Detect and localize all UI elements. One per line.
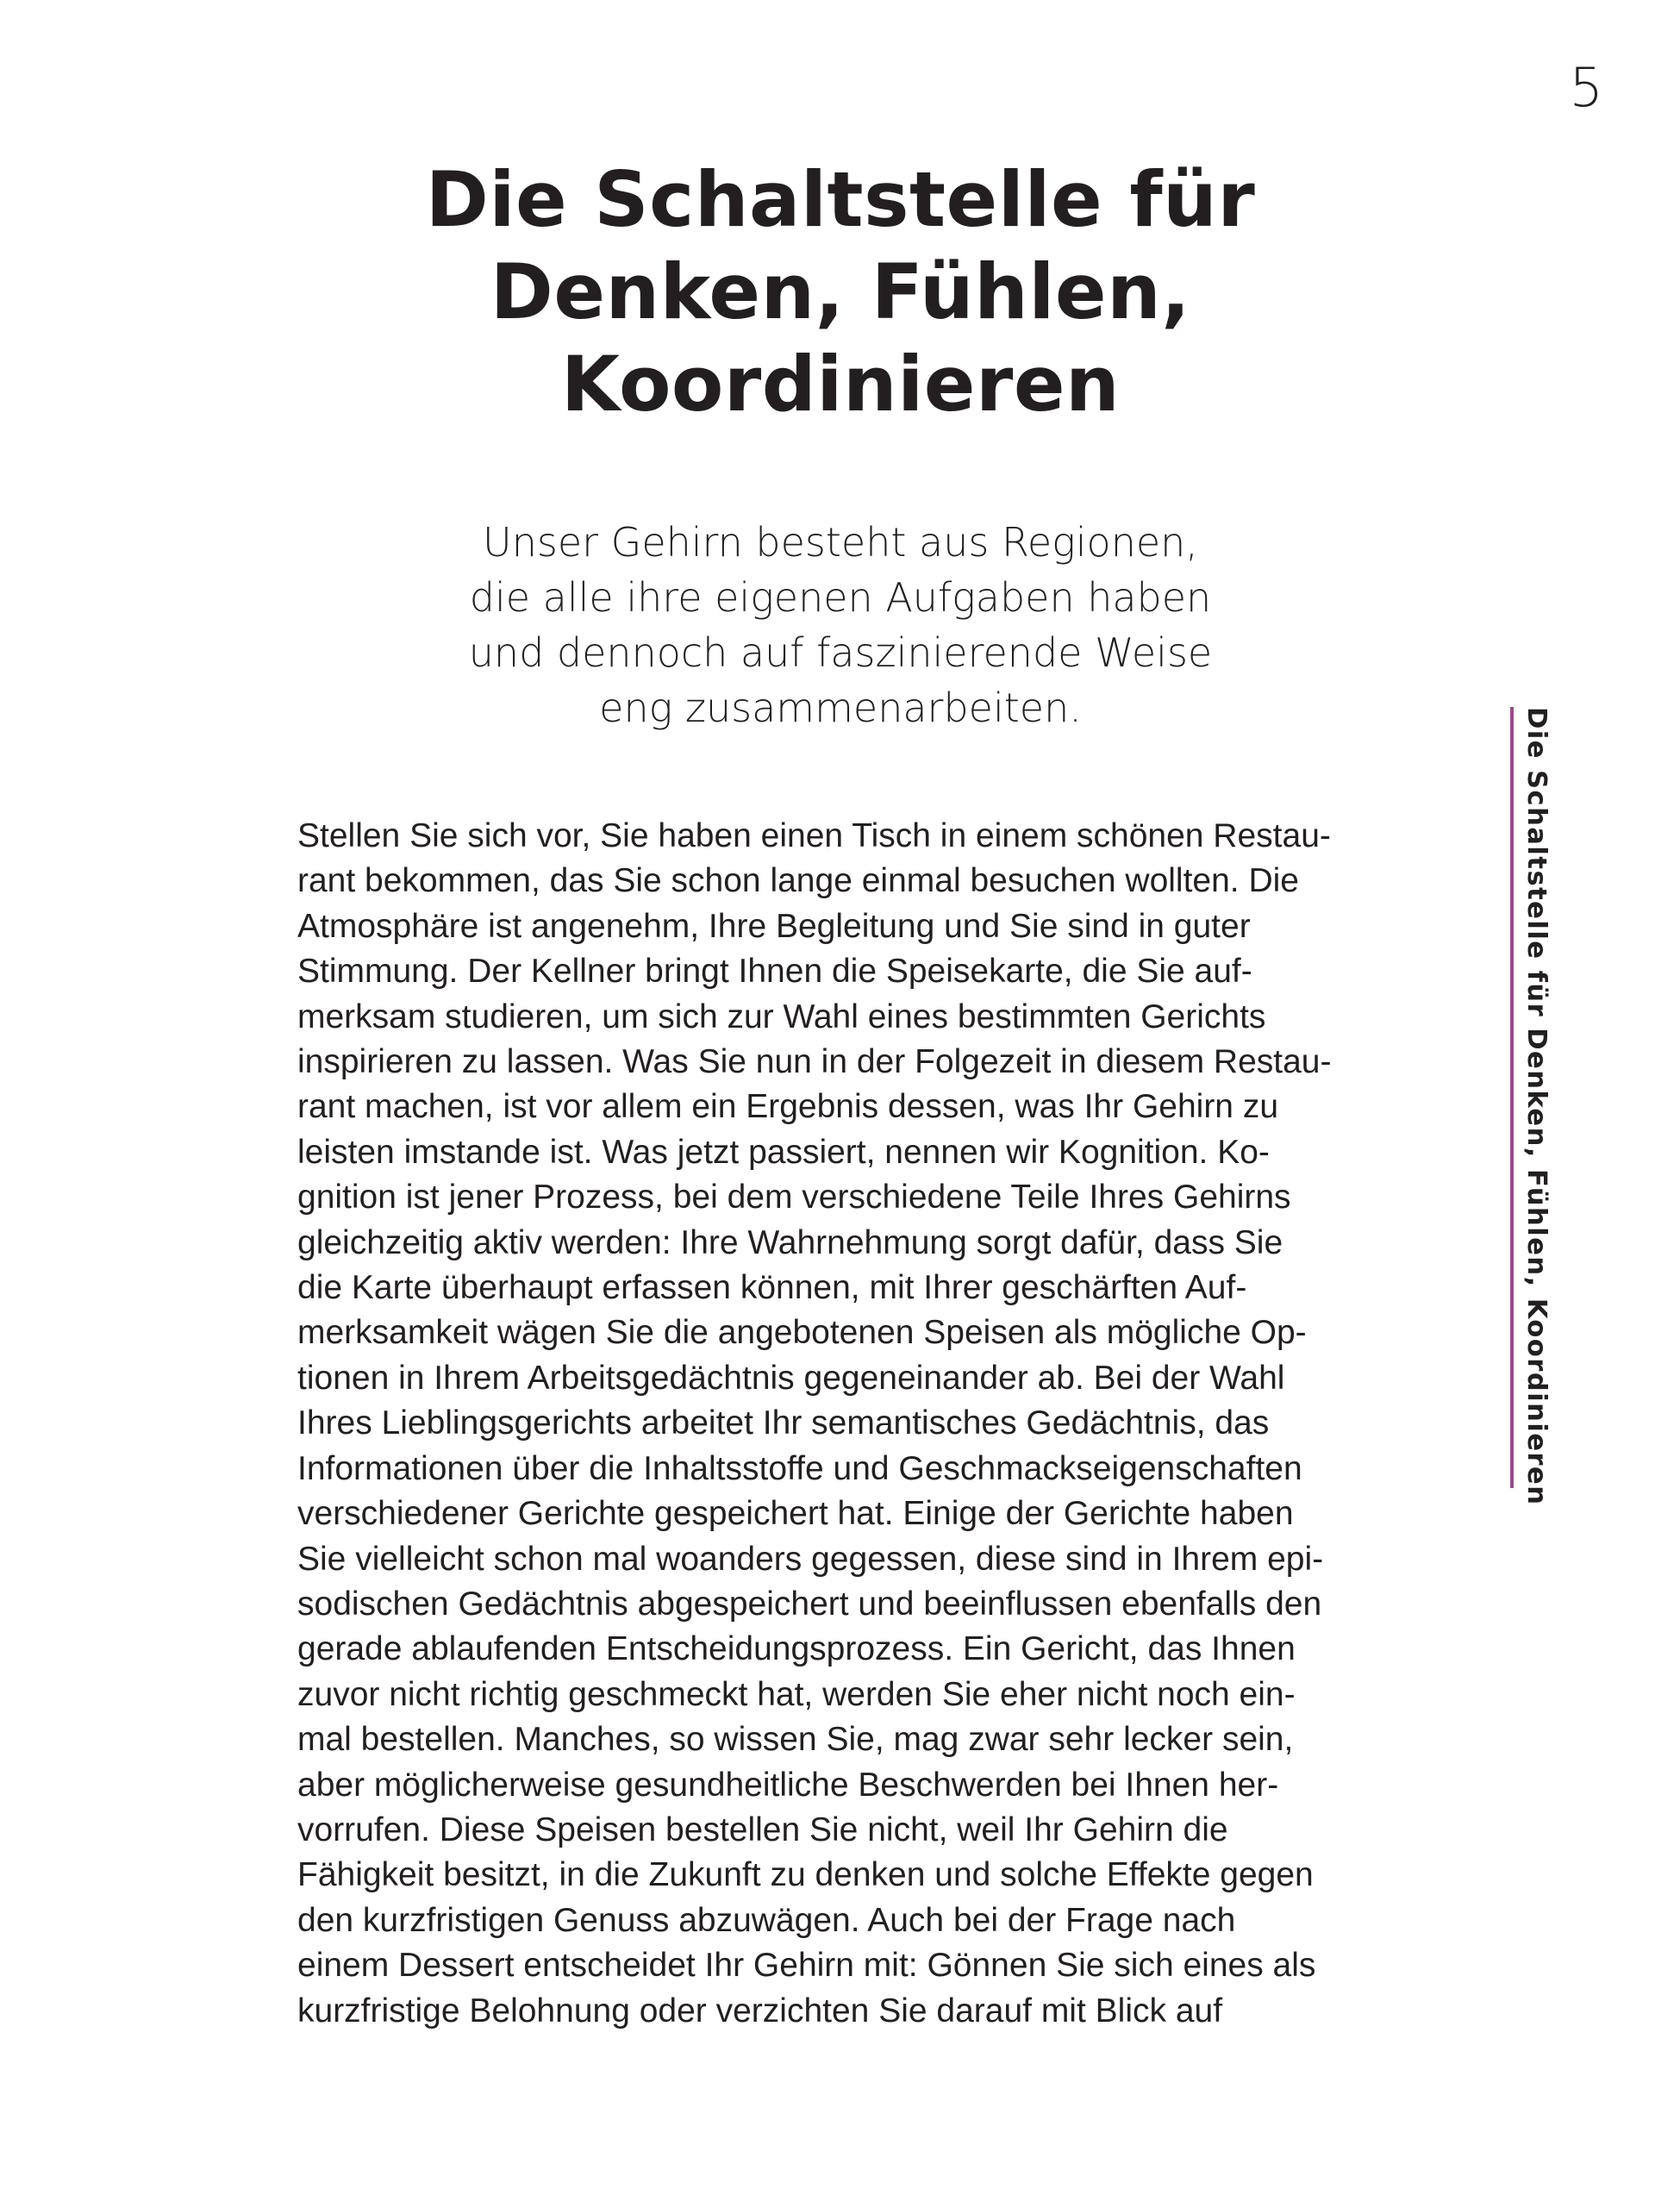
- body-line: sodischen Gedächtnis abgespeichert und beeinflussen ebenfalls den: [297, 1585, 1322, 1623]
- chapter-lead-line: eng zusammenarbeiten.: [599, 685, 1082, 731]
- body-line: inspirieren zu lassen. Was Sie nun in der Folgezeit in diesem Restau-: [297, 1043, 1332, 1081]
- body-line: rant bekommen, das Sie schon lange einmal besuchen wollten. Die: [297, 862, 1300, 900]
- body-line: leisten imstande ist. Was jetzt passiert, nennen wir Kognition. Ko-: [297, 1133, 1270, 1171]
- body-line: Informationen über die Inhaltsstoffe und Geschmackseigenschaften: [297, 1449, 1302, 1487]
- chapter-side-tab: [1510, 707, 1562, 1506]
- chapter-title-line: Die Schaltstelle für: [425, 155, 1256, 244]
- chapter-title: [259, 153, 1422, 430]
- chapter-title-line: Denken, Fühlen,: [490, 247, 1191, 336]
- body-line: aber möglicherweise gesundheitliche Beschwerden bei Ihnen her-: [297, 1766, 1279, 1804]
- body-line: den kurzfristigen Genuss abzuwägen. Auch bei der Frage nach: [297, 1901, 1236, 1939]
- chapter-lead-line: und dennoch auf faszinierende Weise: [468, 629, 1213, 676]
- body-line: gleichzeitig aktiv werden: Ihre Wahrnehmung sorgt dafür, dass Sie: [297, 1223, 1283, 1261]
- body-line: vorrufen. Diese Speisen bestellen Sie nicht, weil Ihr Gehirn die: [297, 1811, 1228, 1848]
- page-number: 5: [1569, 56, 1603, 119]
- chapter-lead-line: die alle ihre eigenen Aufgaben haben: [469, 574, 1212, 621]
- body-line: rant machen, ist vor allem ein Ergebnis dessen, was Ihr Gehirn zu: [297, 1088, 1279, 1126]
- body-line: kurzfristige Belohnung oder verzichten Sie darauf mit Blick auf: [297, 1992, 1223, 2030]
- body-line: Stellen Sie sich vor, Sie haben einen Tisch in einem schönen Restau-: [297, 817, 1331, 854]
- body-paragraph: [297, 814, 1401, 2034]
- body-line: Atmosphäre ist angenehm, Ihre Begleitung und Sie sind in guter: [297, 907, 1251, 945]
- body-line: verschiedener Gerichte gespeichert hat. Einige der Gerichte haben: [297, 1495, 1294, 1533]
- body-line: einem Dessert entscheidet Ihr Gehirn mit: Gönnen Sie sich eines als: [297, 1947, 1316, 1985]
- body-line: merksamkeit wägen Sie die angebotenen Speisen als mögliche Op-: [297, 1314, 1307, 1352]
- body-line: zuvor nicht richtig geschmeckt hat, werden Sie eher nicht noch ein-: [297, 1675, 1296, 1713]
- body-line: tionen in Ihrem Arbeitsgedächtnis gegeneinander ab. Bei der Wahl: [297, 1359, 1285, 1397]
- chapter-lead: [345, 515, 1336, 735]
- body-line: mal bestellen. Manches, so wissen Sie, mag zwar sehr lecker sein,: [297, 1721, 1294, 1759]
- body-line: die Karte überhaupt erfassen können, mit Ihrer geschärften Auf-: [297, 1269, 1247, 1307]
- body-line: Stimmung. Der Kellner bringt Ihnen die Speisekarte, die Sie auf-: [297, 953, 1252, 991]
- body-line: Sie vielleicht schon mal woanders gegessen, diese sind in Ihrem epi-: [297, 1540, 1324, 1578]
- body-line: Fähigkeit besitzt, in die Zukunft zu denken und solche Effekte gegen: [297, 1856, 1314, 1894]
- side-tab-label: Die Schaltstelle für Denken, Fühlen, Koordinieren: [1521, 707, 1552, 1506]
- chapter-lead-line: Unser Gehirn besteht aus Regionen,: [483, 519, 1198, 566]
- chapter-title-line: Koordinieren: [560, 340, 1121, 428]
- body-line: gerade ablaufenden Entscheidungsprozess. Ein Gericht, das Ihnen: [297, 1630, 1296, 1668]
- body-line: Ihres Lieblingsgerichts arbeitet Ihr semantisches Gedächtnis, das: [297, 1404, 1270, 1442]
- body-line: merksam studieren, um sich zur Wahl eines bestimmten Gerichts: [297, 998, 1266, 1035]
- body-line: gnition ist jener Prozess, bei dem verschiedene Teile Ihres Gehirns: [297, 1179, 1291, 1216]
